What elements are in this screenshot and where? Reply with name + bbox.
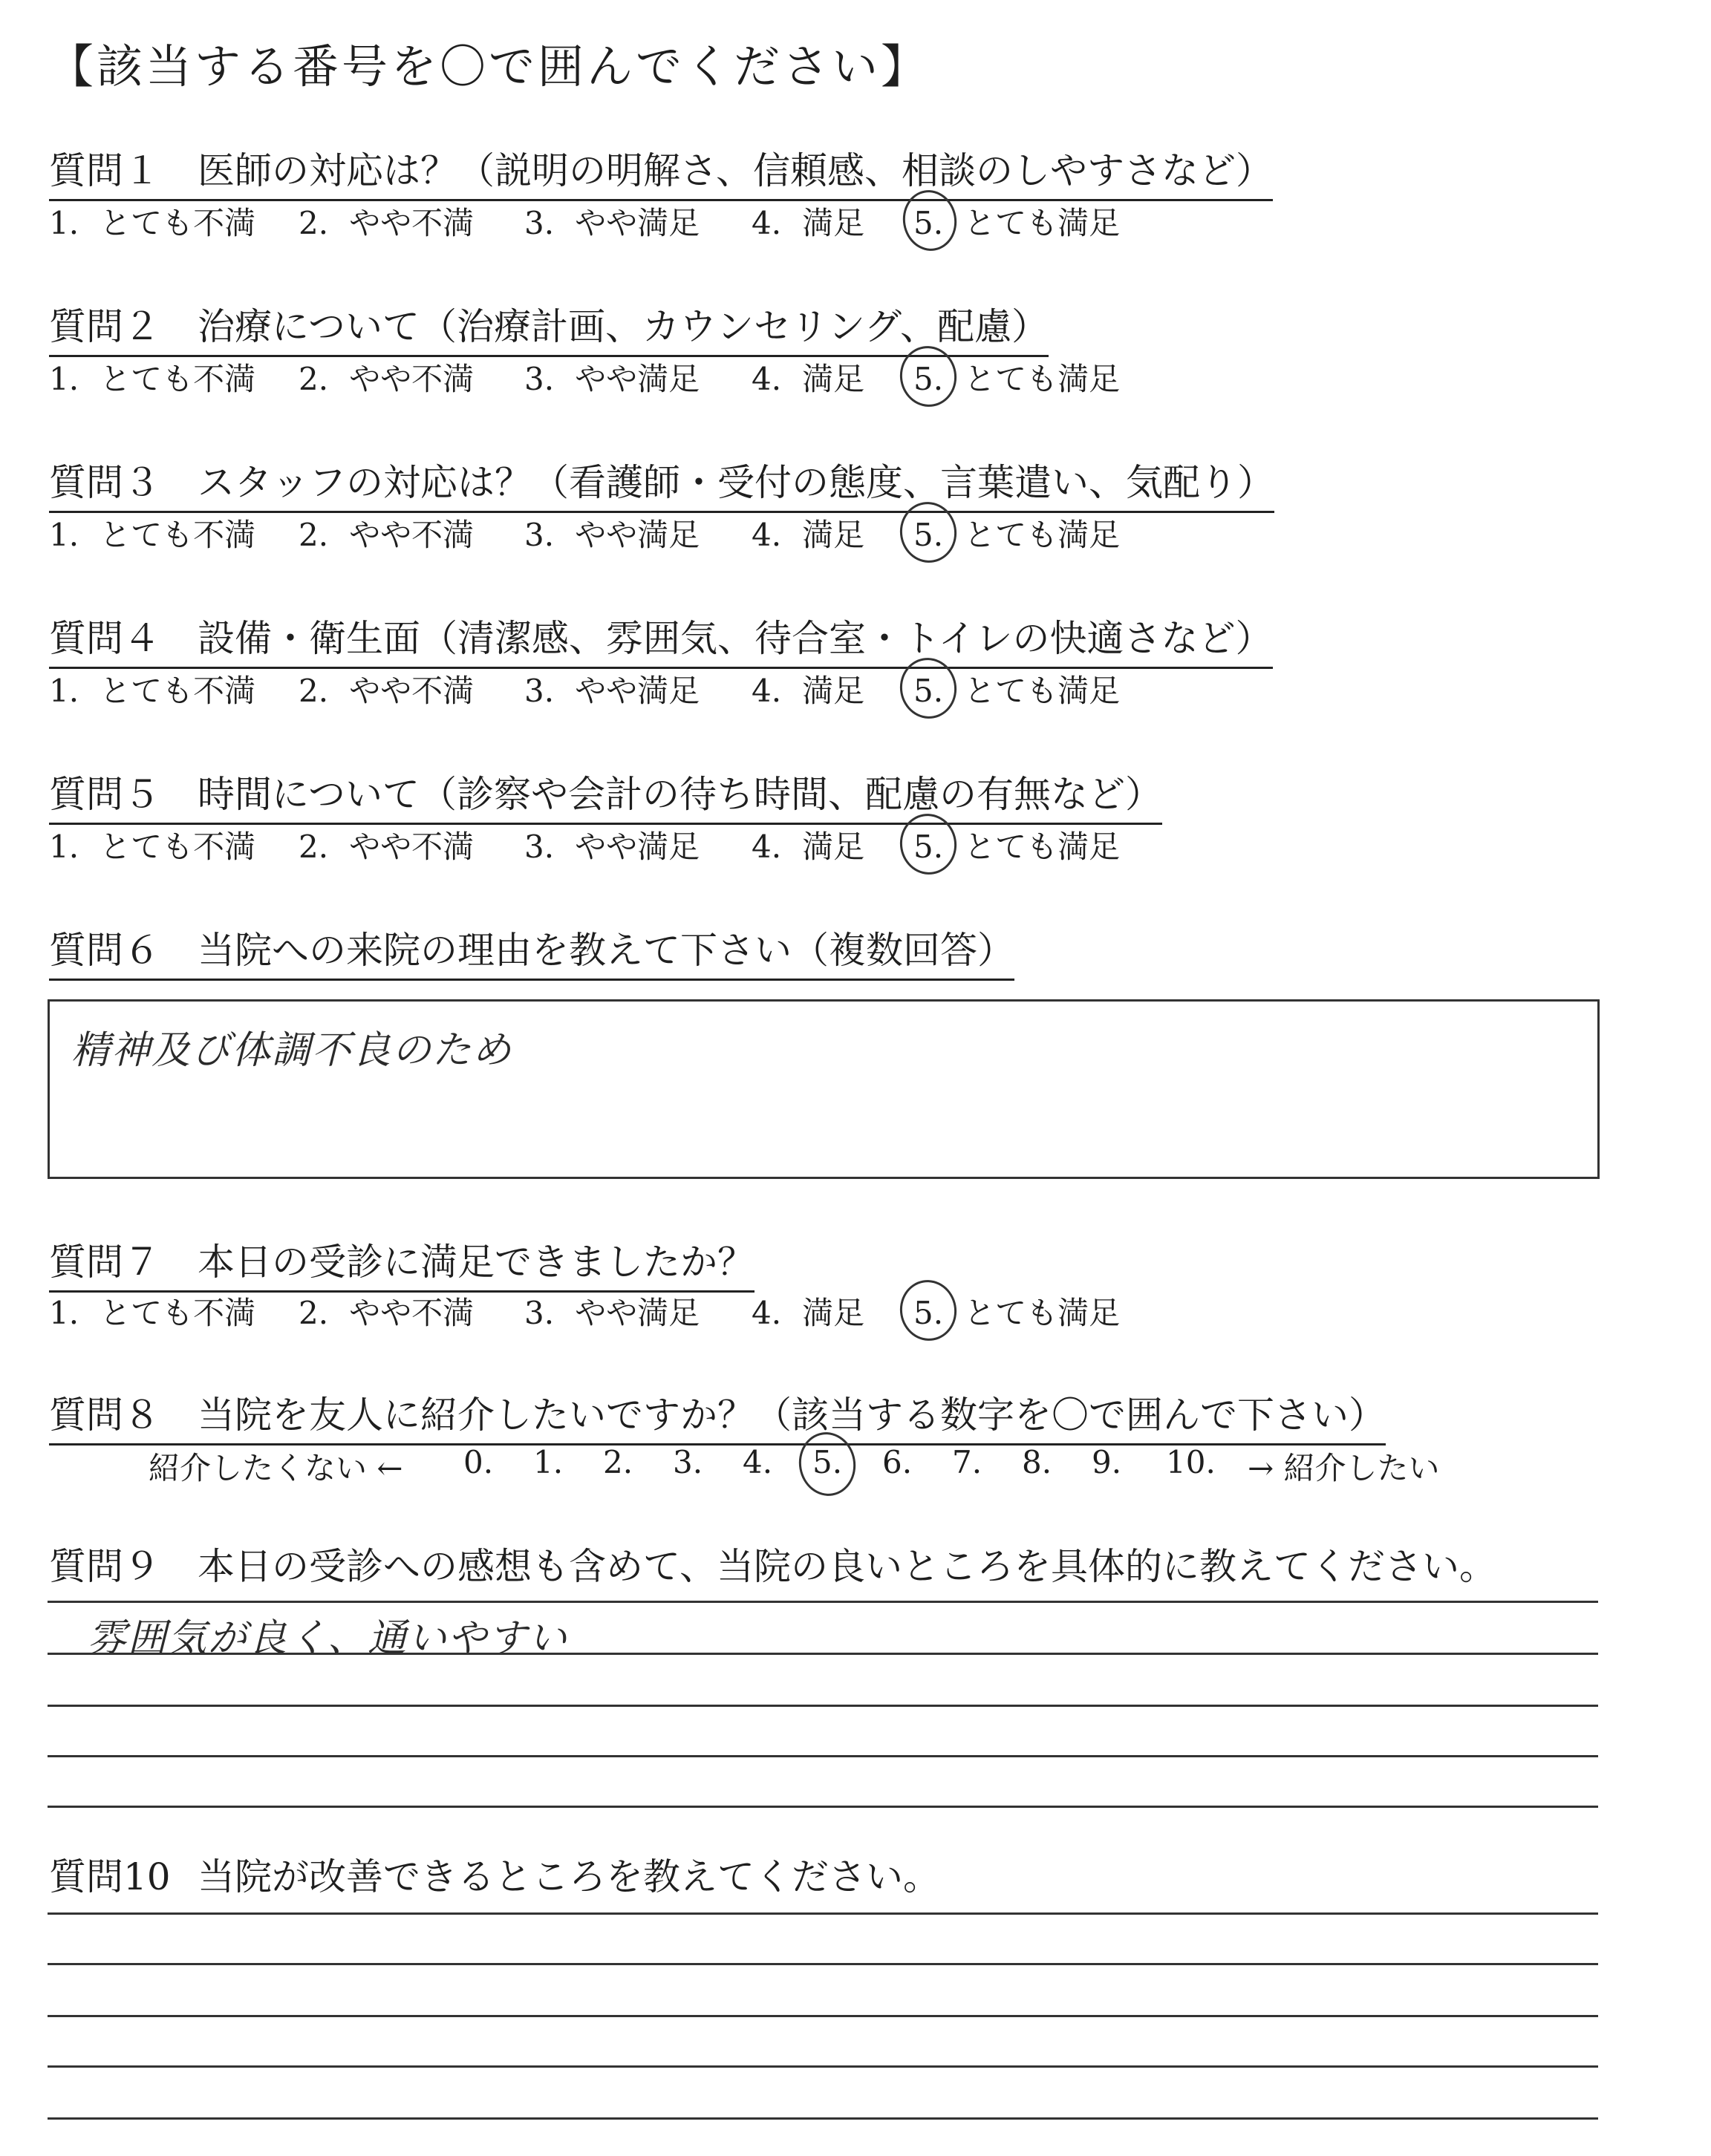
- question-1-label: [49, 141, 1273, 201]
- q1-option-3[interactable]: 3. やや満足: [524, 205, 700, 241]
- question-2-options: [49, 355, 1163, 399]
- question-4-label: [49, 609, 1273, 669]
- question-6-handwritten-answer: 精神及び体調不良のため: [71, 1028, 513, 1073]
- question-7-text: 本日の受診に満足できましたか？: [198, 1241, 755, 1284]
- question-6-text: 当院への来院の理由を教えて下さい（複数回答）: [198, 929, 1014, 972]
- q4-option-2[interactable]: 2. やや不満: [299, 673, 475, 709]
- q5-option-5[interactable]: 5. とても満足: [913, 829, 1121, 865]
- q3-option-5[interactable]: 5. とても満足: [913, 517, 1121, 553]
- q4-option-4[interactable]: 4. 満足: [752, 673, 865, 709]
- q10-answer-line-2: [48, 1963, 1598, 1965]
- q9-answer-line-4: [48, 1755, 1598, 1757]
- q9-answer-line-3: [48, 1705, 1598, 1707]
- q3-option-2[interactable]: 2. やや不満: [299, 517, 475, 553]
- question-7-options: [49, 1289, 1163, 1333]
- q5-option-3[interactable]: 3. やや満足: [524, 829, 700, 865]
- q7-option-4[interactable]: 4. 満足: [752, 1295, 865, 1331]
- question-9-label: [49, 1537, 1496, 1595]
- scale-9[interactable]: 9.: [1092, 1444, 1122, 1480]
- q9-answer-line-1: [48, 1601, 1598, 1603]
- question-1-options: [49, 199, 1163, 244]
- q10-answer-line-3: [48, 2015, 1598, 2017]
- question-7-number: 質問７: [49, 1241, 160, 1284]
- question-1-number: 質問１: [49, 149, 160, 192]
- q1-option-2[interactable]: 2. やや不満: [299, 205, 475, 241]
- q1-option-4[interactable]: 4. 満足: [752, 205, 865, 241]
- question-3-label: [49, 453, 1274, 513]
- question-2-text: 治療について（治療計画、カウンセリング、配慮）: [198, 305, 1049, 348]
- scale-4[interactable]: 4.: [743, 1444, 773, 1480]
- question-3-number: 質問３: [49, 461, 160, 504]
- question-3-text: スタッフの対応は？（看護師・受付の態度、言葉遣い、気配り）: [198, 461, 1274, 504]
- question-3-options: [49, 511, 1163, 555]
- q10-answer-line-4: [48, 2065, 1598, 2068]
- scale-2[interactable]: 2.: [603, 1444, 633, 1480]
- q5-option-2[interactable]: 2. やや不満: [299, 829, 475, 865]
- q5-option-1[interactable]: 1. とても不満: [49, 829, 256, 865]
- q2-option-2[interactable]: 2. やや不満: [299, 361, 475, 397]
- q9-answer-line-2: [48, 1653, 1598, 1655]
- question-9-handwritten-answer: 雰囲気が良く、通いやすい: [88, 1616, 568, 1661]
- question-10-text: 当院が改善できるところを教えてください。: [198, 1855, 940, 1898]
- scale-left-label: 紹介したくない ←: [149, 1450, 403, 1486]
- q7-selected-circle: [895, 1275, 961, 1345]
- question-9-text: 本日の受診への感想も含めて、当院の良いところを具体的に教えてください。: [198, 1545, 1496, 1588]
- question-8-label: [49, 1385, 1386, 1446]
- q2-option-1[interactable]: 1. とても不満: [49, 361, 256, 397]
- scale-8[interactable]: 8.: [1022, 1444, 1052, 1480]
- q10-answer-line-5: [48, 2117, 1598, 2120]
- scale-0[interactable]: 0.: [463, 1444, 494, 1480]
- question-2-number: 質問２: [49, 305, 160, 348]
- q4-option-1[interactable]: 1. とても不満: [49, 673, 256, 709]
- scale-10[interactable]: 10.: [1166, 1444, 1216, 1480]
- question-9-number: 質問９: [49, 1545, 160, 1588]
- question-4-text: 設備・衛生面（清潔感、雰囲気、待合室・トイレの快適さなど）: [198, 617, 1273, 660]
- scale-6[interactable]: 6.: [882, 1444, 913, 1480]
- q5-option-4[interactable]: 4. 満足: [752, 829, 865, 865]
- question-4-number: 質問４: [49, 617, 160, 660]
- question-6-label: [49, 921, 1014, 981]
- q7-option-1[interactable]: 1. とても不満: [49, 1295, 256, 1331]
- q2-option-4[interactable]: 4. 満足: [752, 361, 865, 397]
- scale-right-label: → 紹介したい: [1248, 1450, 1440, 1486]
- q7-option-3[interactable]: 3. やや満足: [524, 1295, 700, 1331]
- scale-7[interactable]: 7.: [952, 1444, 982, 1480]
- scale-5[interactable]: 5.: [812, 1444, 843, 1480]
- question-2-label: [49, 297, 1049, 357]
- question-10-label: [49, 1847, 940, 1905]
- q3-option-4[interactable]: 4. 満足: [752, 517, 865, 553]
- scale-3[interactable]: 3.: [673, 1444, 703, 1480]
- q1-option-5[interactable]: 5. とても満足: [913, 205, 1121, 241]
- question-10-number: 質問10: [49, 1855, 171, 1898]
- question-8-scale: [149, 1444, 1485, 1489]
- question-5-options: [49, 823, 1163, 867]
- q3-option-1[interactable]: 1. とても不満: [49, 517, 256, 553]
- q7-option-5[interactable]: 5. とても満足: [913, 1295, 1121, 1331]
- question-7-label: [49, 1232, 755, 1293]
- q2-option-3[interactable]: 3. やや満足: [524, 361, 700, 397]
- question-5-text: 時間について（診察や会計の待ち時間、配慮の有無など）: [198, 773, 1162, 816]
- question-8-text: 当院を友人に紹介したいですか？（該当する数字を〇で囲んで下さい）: [198, 1394, 1386, 1437]
- q3-option-3[interactable]: 3. やや満足: [524, 517, 700, 553]
- question-6-number: 質問６: [49, 929, 160, 972]
- q1-option-1[interactable]: 1. とても不満: [49, 205, 256, 241]
- q7-option-2[interactable]: 2. やや不満: [299, 1295, 475, 1331]
- scale-1[interactable]: 1.: [533, 1444, 564, 1480]
- question-5-label: [49, 765, 1162, 825]
- question-8-number: 質問８: [49, 1394, 160, 1437]
- q10-answer-line-1: [48, 1912, 1598, 1915]
- question-5-number: 質問５: [49, 773, 160, 816]
- q4-option-5[interactable]: 5. とても満足: [913, 673, 1121, 709]
- question-4-options: [49, 667, 1163, 711]
- q2-option-5[interactable]: 5. とても満足: [913, 361, 1121, 397]
- q9-answer-line-5: [48, 1806, 1598, 1808]
- question-1-text: 医師の対応は？（説明の明解さ、信頼感、相談のしやすさなど）: [198, 149, 1273, 192]
- page-heading: 【該当する番号を〇で囲んでください】: [48, 39, 931, 94]
- q4-option-3[interactable]: 3. やや満足: [524, 673, 700, 709]
